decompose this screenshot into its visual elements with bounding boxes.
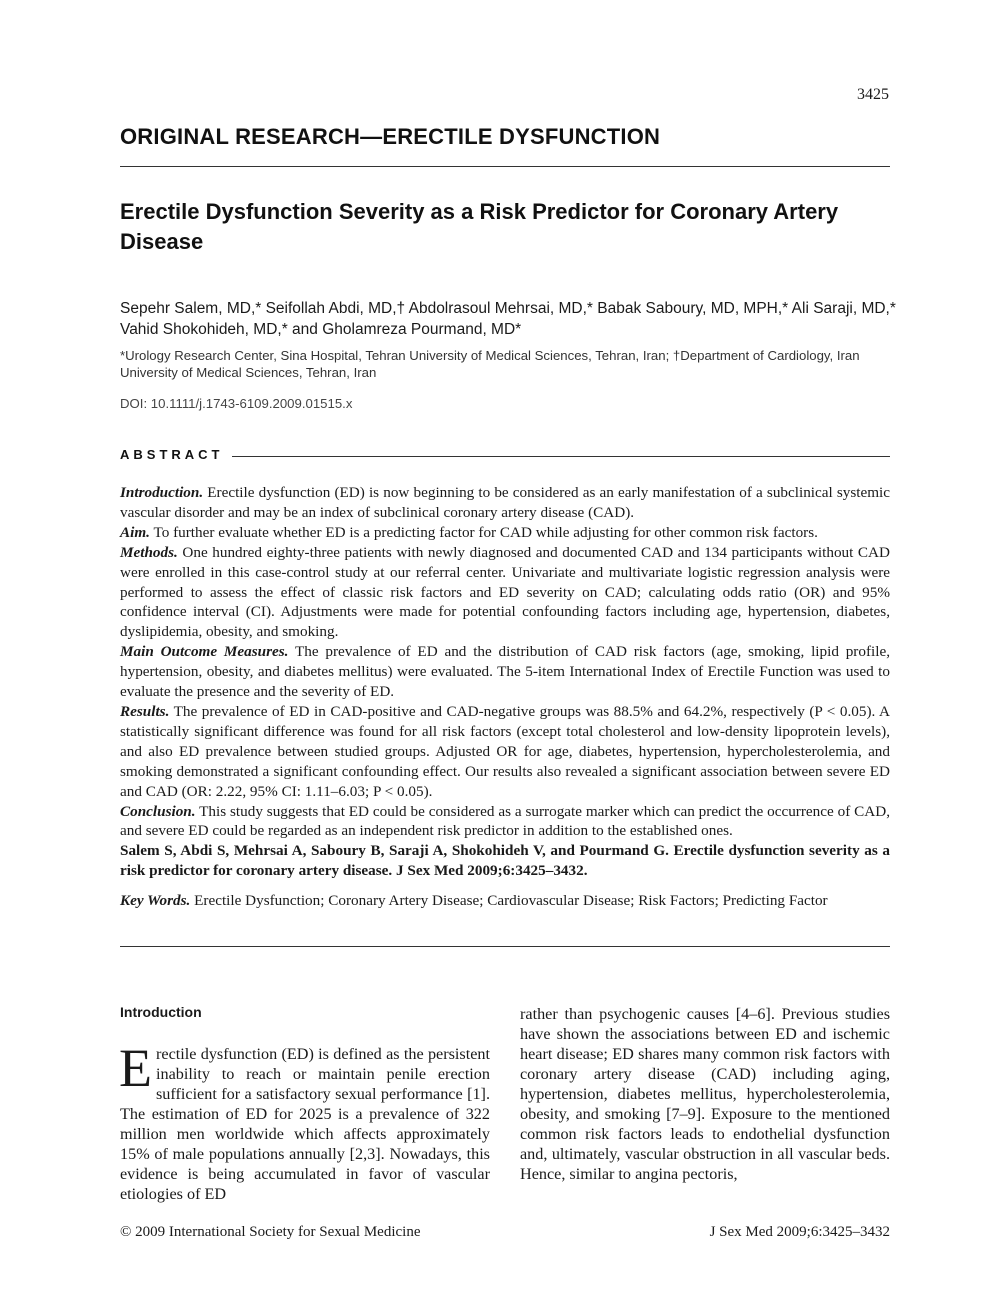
header-divider [120, 166, 890, 167]
measures-label: Main Outcome Measures. [120, 643, 289, 661]
dropcap: E [119, 1038, 152, 1098]
introduction-label: Introduction. [120, 484, 204, 501]
conclusion-text: This study suggests that ED could be considered as a surrogate marker which can predict the occurrence of CAD, and severe ED could be regarded as an independent risk predictor in addition to the established ones. [120, 802, 890, 840]
article-title: Erectile Dysfunction Severity as a Risk Predictor for Coronary Artery Disease [120, 199, 839, 254]
methods-label: Methods. [120, 543, 178, 561]
results-label: Results. [120, 702, 170, 720]
introduction-heading: Introduction [120, 1004, 202, 1020]
aim-label: Aim. [120, 523, 150, 541]
keywords-text: Erectile Dysfunction; Coronary Artery Disease; Cardiovascular Disease; Risk Factors; Predicting Factor [190, 892, 828, 909]
journal-reference: J Sex Med 2009;6:3425–3432 [709, 1224, 890, 1240]
page-number: 3425 [857, 86, 889, 103]
doi[interactable]: DOI: 10.1111/j.1743-6109.2009.01515.x [120, 396, 353, 411]
left-column-text: rectile dysfunction (ED) is defined as the persistent inability to reach or maintain penile erection sufficient for a satisfactory sexual performance [1]. The estimation of ED for 2025 is a prevalence of 322 million men worldwide which affects approximately 15% of male populations annually [2,3]. Nowadays, this evidence is being accumulated in favor of vascular etiologies of ED [120, 1045, 490, 1203]
keywords [120, 891, 890, 911]
abstract-measures [120, 642, 890, 702]
right-column [520, 1004, 890, 1184]
right-column-text: rather than psychogenic causes [4–6]. Previous studies have shown the associations between ED and ischemic heart disease; ED shares many common risk factors with coronary artery disease (CAD) including aging, hypertension, diabetes mellitus, hypercholesterolemia, obesity, and smoking [7–9]. Exposure to the mentioned common risk factors leads to endothelial dysfunction and, ultimately, vascular obstruction in all vascular beds. Hence, similar to angina pectoris, [520, 1005, 890, 1183]
abstract-end-divider [120, 946, 890, 947]
abstract-introduction [120, 483, 890, 523]
results-text: The prevalence of ED in CAD-positive and CAD-negative groups was 88.5% and 64.2%, respectively (P < 0.05). A statistically significant difference was found for all risk factors (except total cholesterol and low-density lipoprotein levels), and also ED prevalence between studied groups. Adjusted OR for age, diabetes, hypertension, hypercholesterolemia, and smoking demonstrated a significant confounding effect. Our results also revealed a significant association between severe ED and CAD (OR: 2.22, 95% CI: 1.11–6.03; P < 0.05). [120, 702, 890, 800]
citation: Salem S, Abdi S, Mehrsai A, Saboury B, Saraji A, Shokohideh V, and Pourmand G. Erectile dysfunction severity as a risk predictor for coronary artery disease. J Sex Med 2009;6:3425–3432. [120, 842, 890, 880]
copyright: © 2009 International Society for Sexual Medicine [120, 1224, 421, 1240]
methods-text: One hundred eighty-three patients with newly diagnosed and documented CAD and 134 participants without CAD were enrolled in this case-control study at our referral center. Univariate and multivariate logistic regression analysis were performed to assess the effect of classic risk factors and ED severity on CAD; calculating odds ratio (OR) and 95% confidence interval (CI). Adjustments were made for potential confounding factors including age, hypertension, diabetes, dyslipidemia, obesity, and smoking. [120, 543, 890, 641]
abstract-aim [120, 523, 890, 543]
left-column [119, 1038, 490, 1204]
keywords-label: Key Words. [120, 892, 191, 909]
abstract-heading: ABSTRACT [120, 447, 228, 462]
abstract-results [120, 702, 890, 802]
measures-text: The prevalence of ED and the distribution of CAD risk factors (age, smoking, lipid profile, hypertension, obesity, and diabetes mellitus) were evaluated. The 5-item International Index of Erectile Function was used to evaluate the presence and the severity of ED. [120, 643, 890, 701]
abstract-body [120, 483, 890, 881]
abstract-methods [120, 543, 890, 643]
abstract-conclusion [120, 802, 890, 842]
conclusion-label: Conclusion. [120, 802, 196, 820]
abstract-divider [232, 456, 890, 457]
section-label: ORIGINAL RESEARCH—ERECTILE DYSFUNCTION [120, 124, 661, 149]
introduction-text: Erectile dysfunction (ED) is now beginning to be considered as an early manifestation of a subclinical systemic vascular disorder and may be an index of subclinical coronary artery disease (CAD). [120, 484, 890, 521]
affiliations: *Urology Research Center, Sina Hospital, Tehran University of Medical Sciences, Tehran, Iran; †Department of Cardiology, Iran University of Medical Sciences, Tehran, Iran [120, 348, 860, 380]
aim-text: To further evaluate whether ED is a predicting factor for CAD while adjusting for other common risk factors. [149, 523, 818, 541]
author-list: Sepehr Salem, MD,* Seifollah Abdi, MD,† Abdolrasoul Mehrsai, MD,* Babak Saboury, MD, MPH,* Ali Saraji, MD,* Vahid Shokohideh, MD,* and Gholamreza Pourmand, MD* [120, 300, 896, 338]
